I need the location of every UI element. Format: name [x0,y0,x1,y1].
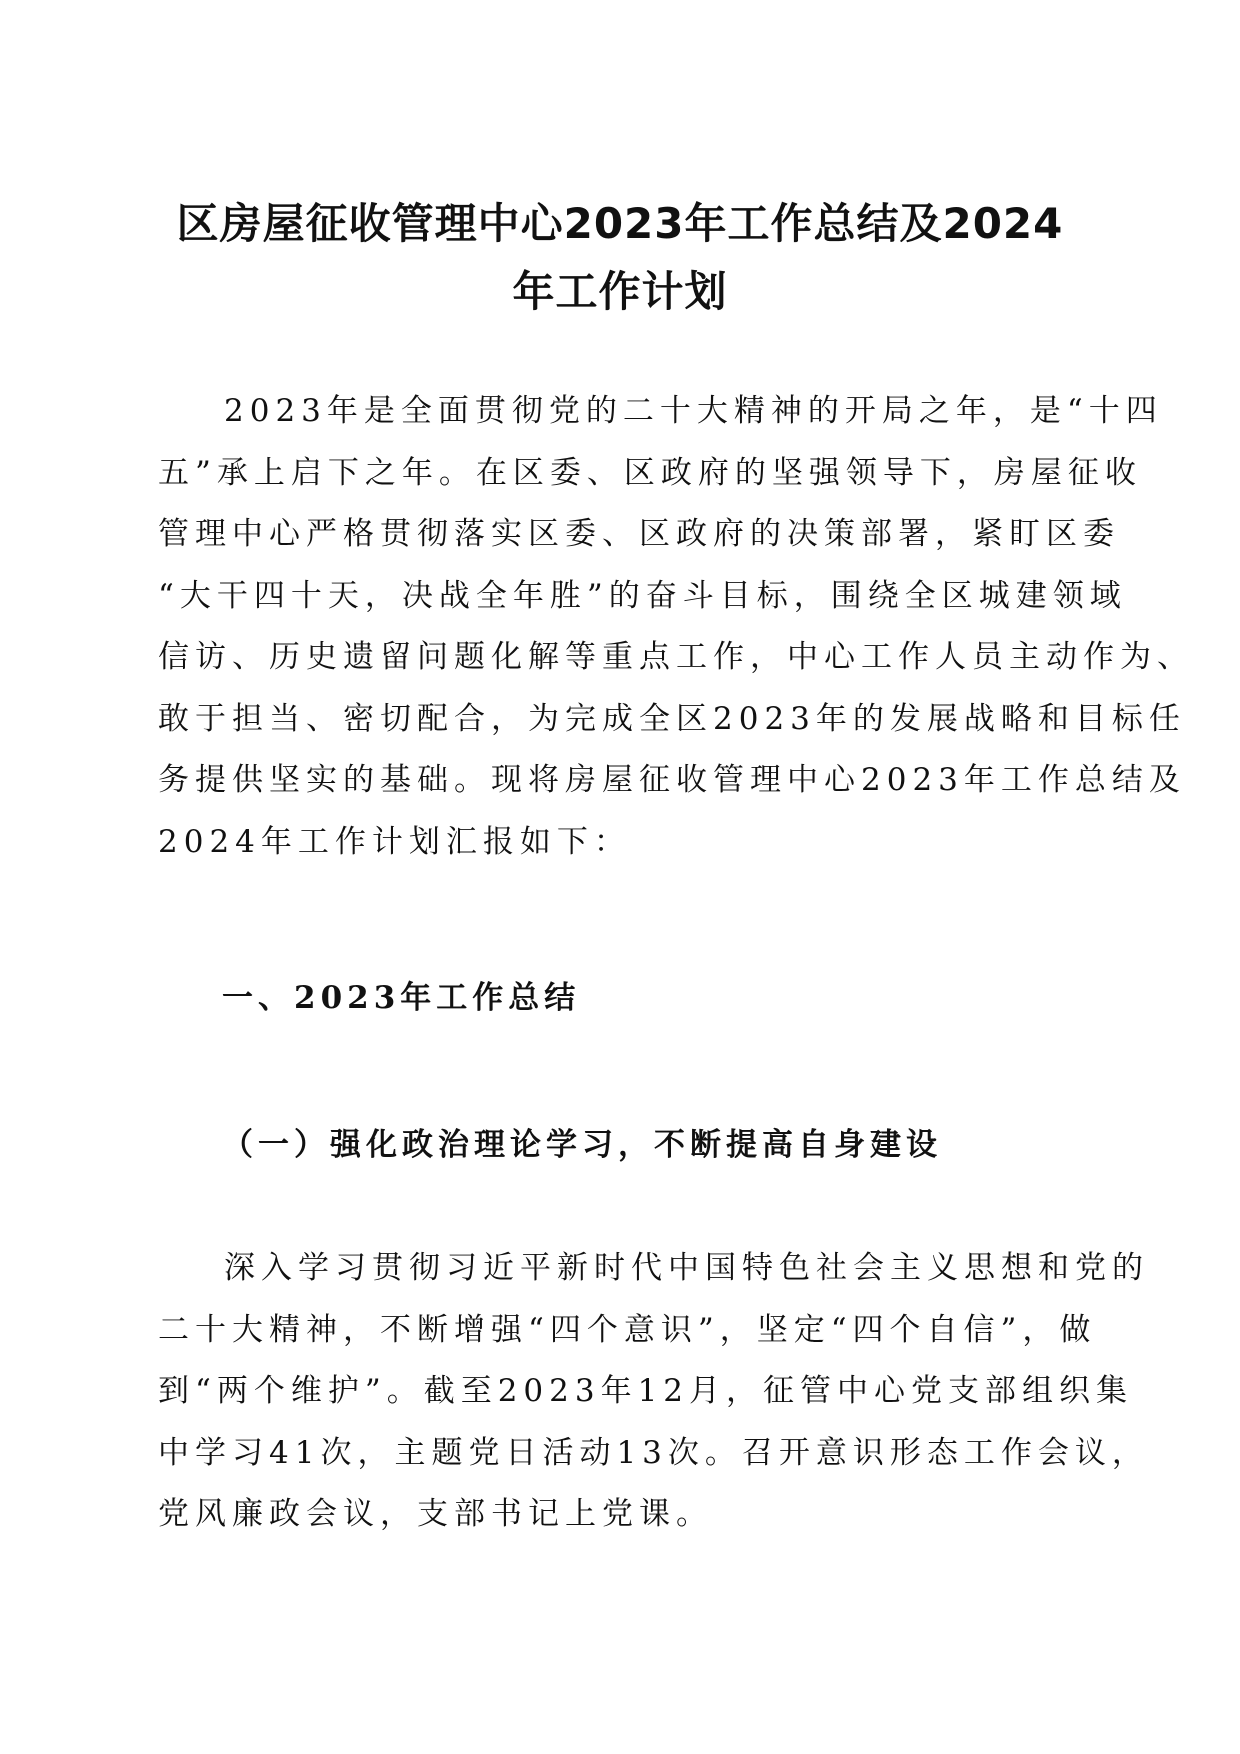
paragraph-line: 2024年工作计划汇报如下： [158,823,631,860]
paragraph-line: 2023年是全面贯彻党的二十大精神的开局之年，是“十四 [224,393,1163,429]
paragraph-line: 到“两个维护”。截至2023年12月，征管中心党支部组织集 [158,1373,1134,1409]
section-heading: 一、2023年工作总结 [222,980,581,1016]
subsection-heading: （一）强化政治理论学习，不断提高自身建设 [222,1127,942,1163]
paragraph-line: 党风廉政会议，支部书记上党课。 [158,1496,713,1532]
paragraph-line: “大干四十天，决战全年胜”的奋斗目标，围绕全区城建领域 [158,577,1127,614]
body-paragraph [158,1238,1149,1546]
paragraph-line: 中学习41次，主题党日活动13次。召开意识形态工作会议， [158,1434,1149,1471]
document-title [140,190,1100,326]
title-line: 年工作计划 [512,267,728,316]
paragraph-line: 五”承上启下之年。在区委、区政府的坚强领导下，房屋征收 [158,454,1142,491]
title-line: 区房屋征收管理中心2023年工作总结及2024 [176,199,1064,248]
paragraph-line: 管理中心严格贯彻落实区委、区政府的决策部署，紧盯区委 [158,516,1120,552]
paragraph-line: 敢于担当、密切配合，为完成全区2023年的发展战略和目标任 [158,700,1186,737]
paragraph-line: 务提供坚实的基础。现将房屋征收管理中心2023年工作总结及 [158,762,1186,798]
paragraph-line: 信访、历史遗留问题化解等重点工作，中心工作人员主动作为、 [158,639,1194,675]
paragraph-line: 二十大精神，不断增强“四个意识”，坚定“四个自信”，做 [158,1311,1097,1348]
intro-paragraph [158,381,1194,873]
paragraph-line: 深入学习贯彻习近平新时代中国特色社会主义思想和党的 [224,1250,1149,1286]
